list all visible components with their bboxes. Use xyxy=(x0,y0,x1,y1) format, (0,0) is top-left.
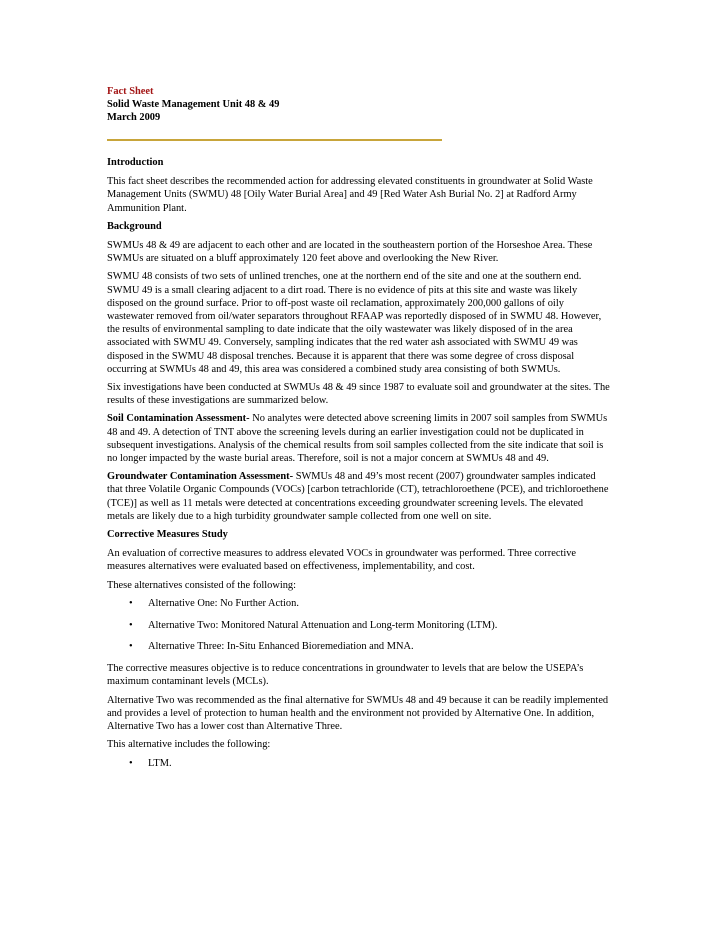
bullet-icon: • xyxy=(129,641,133,653)
cms-paragraph-2: These alternatives consisted of the following: xyxy=(107,579,296,591)
alternative-text: Alternative Two: Monitored Natural Attenuation and Long-term Monitoring (LTM). xyxy=(148,619,498,631)
cms-paragraph-4: Alternative Two was recommended as the final alternative for SWMUs 48 and 49 because it can be readily implemented and provides a level of protection to human health and the environment not provided by Alternative One. In addition, Alternative Two has a lower cost than Alternative Three. xyxy=(107,694,609,733)
soil-assessment-label: Soil Contamination Assessment- xyxy=(107,413,250,425)
bullet-icon: • xyxy=(129,619,133,631)
doc-date: March 2009 xyxy=(107,112,161,123)
groundwater-assessment-text: SWMUs 48 and 49’s most recent (2007) groundwater samples indicated that three Volatile Organic Compounds (VOCs) [carbon tetrachloride (CT), tetrachloroethene (PCE), and trichloroethene (TCE)] as well as 11 metals were detected at concentrations exceeding groundwater screening levels. The elevated metals are likely due to a high turbidity groundwater sample collected from one well on site. xyxy=(107,471,609,522)
list-item xyxy=(107,640,612,653)
list-item xyxy=(107,757,612,770)
cms-paragraph-5: This alternative includes the following: xyxy=(107,739,271,751)
doc-title: Fact Sheet xyxy=(107,86,154,97)
cms-paragraph-1: An evaluation of corrective measures to address elevated VOCs in groundwater was performed. Three corrective measures alternatives were evaluated based on effectiveness, implementability, and cost. xyxy=(107,548,577,573)
introduction-paragraph: This fact sheet describes the recommended action for addressing elevated constituents in groundwater at Solid Waste Management Units (SWMU) 48 [Oily Water Burial Area] and 49 [Red Water Ash Burial No. 2] at Radford Army Ammunition Plant. xyxy=(107,176,593,214)
groundwater-assessment-label: Groundwater Contamination Assessment- xyxy=(107,471,294,483)
groundwater-assessment-paragraph xyxy=(107,470,612,523)
background-paragraph-3: Six investigations have been conducted at SWMUs 48 & 49 since 1987 to evaluate soil and groundwater at the sites. The results of these investigations are summarized below. xyxy=(107,382,610,407)
fact-sheet-page xyxy=(107,85,612,778)
soil-assessment-paragraph xyxy=(107,412,612,465)
alternatives-list xyxy=(107,597,612,654)
bullet-icon: • xyxy=(129,757,133,769)
header-divider xyxy=(107,139,442,141)
list-item xyxy=(107,619,612,632)
list-item xyxy=(107,597,612,610)
soil-assessment-text: No analytes were detected above screening limits in 2007 soil samples from SWMUs 48 and 49. A detection of TNT above the screening levels during an earlier investigation could not be duplicated in subsequent investigations. Analysis of the chemical results from soil samples collected from the site indicate that soil is no longer impacted by the waste burial areas. Therefore, soil is not a major concern at SWMUs 48 and 49. xyxy=(107,413,608,465)
alternative-text: Alternative Three: In-Situ Enhanced Bioremediation and MNA. xyxy=(148,641,414,653)
includes-text: LTM. xyxy=(148,757,172,769)
introduction-heading: Introduction xyxy=(107,157,164,168)
background-paragraph-1: SWMUs 48 & 49 are adjacent to each other and are located in the southeastern portion of the Horseshoe Area. These SWMUs are situated on a bluff approximately 120 feet above and overlooking the New River. xyxy=(107,240,593,265)
background-paragraph-2: SWMU 48 consists of two sets of unlined trenches, one at the northern end of the site and one at the southern end. SWMU 49 is a small clearing adjacent to a dirt road. There is no evidence of pits at this site and waste was likely disposed on the ground surface. Prior to off-post waste oil reclamation, approximately 200,000 gallons of oily wastewater removed from oil/water separators throughout RFAAP was reportedly disposed of in SWMU 48. However, the results of environmental sampling to date indicate that the oily wastewater was likely disposed of in the area associated with SWMU 49. Conversely, sampling indicates that the red water ash associated with SWMU 49 was disposed in the SWMU 48 disposal trenches. Because it is apparent that there was some degree of cross disposal occurring at SWMUs 48 and 49, this area was considered a combined study area consisting of both SWMUs. xyxy=(107,271,602,375)
includes-list xyxy=(107,757,612,770)
doc-subtitle: Solid Waste Management Unit 48 & 49 xyxy=(107,99,280,110)
cms-heading: Corrective Measures Study xyxy=(107,529,228,541)
bullet-icon: • xyxy=(129,597,133,609)
alternative-text: Alternative One: No Further Action. xyxy=(148,597,299,609)
background-heading: Background xyxy=(107,220,162,232)
cms-paragraph-3: The corrective measures objective is to reduce concentrations in groundwater to levels that are below the USEPA’s maximum contaminant levels (MCLs). xyxy=(107,663,584,688)
